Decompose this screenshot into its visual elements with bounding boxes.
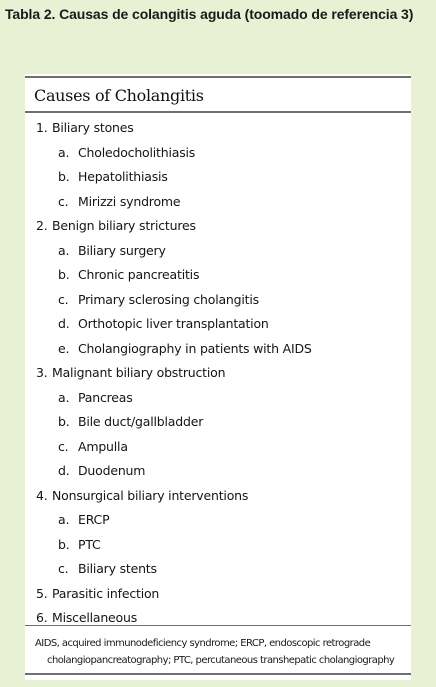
cause-category (25, 214, 411, 239)
list-marker: a. (58, 144, 70, 160)
cause-subitem (25, 410, 411, 435)
list-marker: c. (58, 561, 69, 576)
list-item-text: Bile duct/gallbladder (78, 414, 204, 429)
list-item-text: Orthotopic liver transplantation (78, 316, 269, 331)
list-item-text: Benign biliary strictures (52, 218, 196, 233)
cause-subitem (25, 165, 411, 190)
table-footnote (35, 635, 407, 669)
cause-subitem (25, 263, 411, 288)
list-item-text: Mirizzi syndrome (78, 193, 181, 209)
list-item-text: Parasitic infection (52, 585, 160, 601)
list-marker: 5. (36, 585, 48, 601)
list-item-text: Pancreas (78, 389, 133, 405)
list-marker: b. (58, 267, 70, 282)
cause-subitem (25, 141, 411, 166)
cause-subitem (25, 288, 411, 313)
cause-subitem (25, 239, 411, 264)
list-item-text: Chronic pancreatitis (78, 267, 200, 282)
list-item-text: PTC (78, 536, 101, 552)
page-caption: Tabla 2. Causas de colangitis aguda (toomado de referencia 3) (5, 6, 414, 22)
list-item-text: Ampulla (78, 438, 128, 454)
cause-subitem (25, 190, 411, 215)
list-marker: d. (58, 316, 70, 331)
list-item-text: Choledocholithiasis (78, 144, 196, 160)
cause-subitem (25, 435, 411, 460)
list-marker: b. (58, 414, 70, 429)
list-item-text: Biliary surgery (78, 242, 166, 258)
cause-category (25, 361, 411, 386)
table-title: Causes of Cholangitis (34, 86, 204, 105)
cause-subitem (25, 533, 411, 558)
footnote-line: AIDS, acquired immunodeficiency syndrome; ERCP, endoscopic retrograde (35, 638, 371, 649)
cause-subitem (25, 508, 411, 533)
table-footnote-rule (25, 625, 411, 626)
cause-subitem (25, 337, 411, 362)
list-marker: 3. (36, 365, 48, 380)
list-marker: c. (58, 291, 69, 307)
list-item-text: Cholangiography in patients with AIDS (78, 340, 312, 356)
cause-subitem (25, 386, 411, 411)
list-marker: e. (58, 340, 70, 356)
list-item-text: Nonsurgical biliary interventions (52, 487, 249, 503)
cause-category (25, 116, 411, 141)
cause-subitem (25, 312, 411, 337)
list-item-text: Duodenum (78, 463, 146, 478)
cause-category (25, 606, 411, 631)
table-bottom-rule (25, 673, 411, 675)
list-item-text: Biliary stents (78, 561, 157, 576)
list-marker: c. (58, 438, 69, 454)
cause-category (25, 582, 411, 607)
list-item-text: Biliary stones (52, 120, 134, 135)
list-marker: 6. (36, 610, 48, 625)
list-item-text: Malignant biliary obstruction (52, 365, 226, 380)
cause-subitem (25, 557, 411, 582)
list-marker: 4. (36, 487, 48, 503)
list-marker: 1. (36, 120, 48, 135)
footnote-line: cholangiopancreatography; PTC, percutaneous transhepatic cholangiography (47, 655, 395, 666)
cause-subitem (25, 459, 411, 484)
list-marker: b. (58, 536, 70, 552)
list-item-text: Primary sclerosing cholangitis (78, 291, 259, 307)
cause-list (25, 116, 411, 631)
table-top-rule (25, 76, 411, 78)
list-marker: d. (58, 463, 70, 478)
list-item-text: Hepatolithiasis (78, 169, 168, 184)
list-marker: b. (58, 169, 70, 184)
list-item-text: Miscellaneous (52, 610, 138, 625)
list-marker: a. (58, 512, 70, 527)
list-marker: a. (58, 389, 70, 405)
cause-category (25, 484, 411, 509)
list-item-text: ERCP (78, 512, 110, 527)
table-title-rule (25, 111, 411, 113)
causes-table (25, 74, 411, 680)
list-marker: c. (58, 193, 69, 209)
list-marker: a. (58, 242, 70, 258)
list-marker: 2. (36, 218, 48, 233)
